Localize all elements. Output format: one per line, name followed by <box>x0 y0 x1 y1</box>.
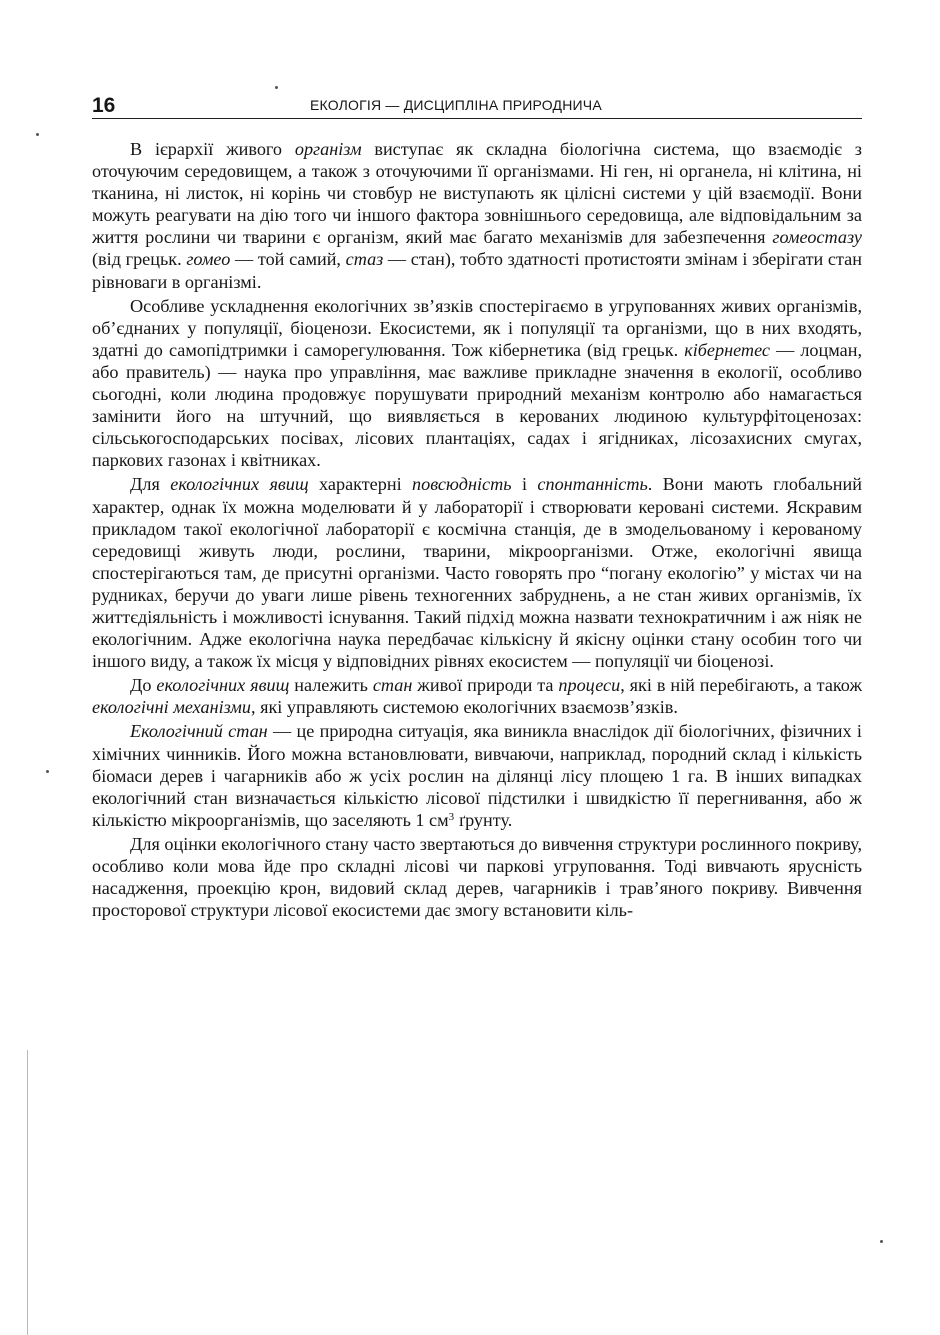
scan-speck <box>880 1240 883 1243</box>
page-header <box>92 92 862 119</box>
text-run: — стан), тобто здатності протистояти змінам і зберігати стан рівноваги в організмі. <box>92 249 862 292</box>
paragraph <box>92 674 862 718</box>
text-run: живої природи та <box>412 675 559 696</box>
italic-term: Екологічний стан <box>130 721 268 742</box>
italic-term: гомео <box>186 249 231 270</box>
text-run: — той самий, <box>230 249 346 270</box>
italic-term: спонтанність <box>537 474 648 495</box>
running-title: ЕКОЛОГІЯ — ДИСЦИПЛІНА ПРИРОДНИЧА <box>310 97 602 113</box>
italic-term: стаз <box>345 249 384 270</box>
text-run: , які в ній перебігають, а також <box>620 675 863 696</box>
italic-term: кібернетес <box>684 339 770 360</box>
text-run: В ієрархії живого <box>130 139 295 159</box>
italic-term: повсюдність <box>412 474 512 495</box>
italic-term: гомеостазу <box>772 227 862 248</box>
text-run: виступає як складна біологічна система, що взаємодіє з оточуючим середовищем, а також з оточуючими її організмами. Ні ген, ні органела, ні клітина, ні тканина, ні листок, ні корінь чи стовбур не виступають як цілісні системи у цій взаємодії. Вони можуть реагувати на дію того чи іншого фактора зовнішнього середовища, але відповідальним за життя рослини чи тварини є організм, який має багато механізмів для забезпечення <box>92 139 862 248</box>
italic-term: екологічні механізми <box>92 697 252 718</box>
italic-term: організм <box>294 139 362 159</box>
text-run: — це природна ситуація, яка виникла внаслідок дії біологічних, фізичних і хімічних чинників. Його можна встановлювати, вивчаючи, наприклад, породний склад і кількість біомаси дерев і чагарників або ж усіх рослин на ділянці лісу площею 1 га. В інших випадках екологічний стан визначається кількістю лісової підстилки і швидкістю її перегнивання, або ж кількістю мікроорганізмів, що заселяють 1 см <box>92 721 862 830</box>
text-run: характерні <box>308 474 413 495</box>
text-run: , які управляють системою екологічних взаємозв’язків. <box>251 697 678 718</box>
paragraph <box>92 833 862 921</box>
text-run: і <box>511 474 538 495</box>
italic-term: стан <box>372 675 413 696</box>
text-run: До <box>130 675 157 696</box>
body-text <box>92 138 862 921</box>
italic-term: процеси <box>558 675 621 696</box>
superscript: 3 <box>448 810 455 823</box>
scan-speck <box>275 86 278 89</box>
paragraph <box>92 720 862 830</box>
scan-speck <box>46 770 49 773</box>
scan-margin-line <box>27 1050 28 1335</box>
page-number: 16 <box>92 94 116 117</box>
text-run: — лоцман, або правитель) — наука про управління, має важливе прикладне значення в екології, особливо сьогодні, коли людина продовжує порушувати природний механізм контролю або намагається замінити його на штучний, що виявляється в керованих людиною культурфітоценозах: сільськогосподарських посівах, лісових плантаціях, садах і ягідниках, лісозахисних смугах, паркових газонах і квітниках. <box>92 339 862 471</box>
text-run: належить <box>289 675 373 696</box>
paragraph <box>92 473 862 672</box>
paragraph <box>92 138 862 293</box>
text-run: ґрунту. <box>454 809 513 830</box>
text-run: Особливе ускладнення екологічних зв’язків спостерігаємо в угрупованнях живих організмів, об’єднаних у популяції, біоценози. Екосистеми, як і популяції та організми, що в них входять, здатні до самопідтримки і саморегулювання. Тож кібернетика (від грецьк. <box>92 295 862 360</box>
italic-term: екологічних явищ <box>170 474 309 495</box>
italic-term: екологічних явищ <box>156 675 290 696</box>
scan-speck <box>36 133 39 136</box>
paragraph <box>92 295 862 472</box>
text-run: (від грецьк. <box>92 249 187 270</box>
text-run: Для оцінки екологічного стану часто звертаються до вивчення структури рослинного покриву, особливо коли мова йде про складні лісові чи паркові угруповання. Тоді вивчають ярусність насадження, проекцію крон, видовий склад дерев, чагарників і трав’яного покриву. Вивчення просторової структури лісової екосистеми дає змогу встановити кіль- <box>92 833 862 921</box>
text-run: Для <box>130 474 171 495</box>
text-run: . Вони мають глобальний характер, однак їх можна моделювати й у лабораторії і створювати керовані системи. Яскравим прикладом такої екологічної лабораторії є космічна станція, де в змодельованому і керованому середовищі живуть люди, рослини, тварини, мікроорганізми. Отже, екологічні явища спостерігаються там, де присутні організми. Часто говорять про “погану екологію” у містах чи на рудниках, беручи до уваги лише рівень техногенних забруднень, а не стан живих організмів, їх життєдіяльність і можливості існування. Такий підхід можна назвати технократичним і аж ніяк не екологічним. Адже екологічна наука передбачає кількісну й якісну оцінки стану особин того чи іншого виду, а також їх місця у відповідних рівнях екосистем — популяції чи біоценозі. <box>92 474 863 672</box>
